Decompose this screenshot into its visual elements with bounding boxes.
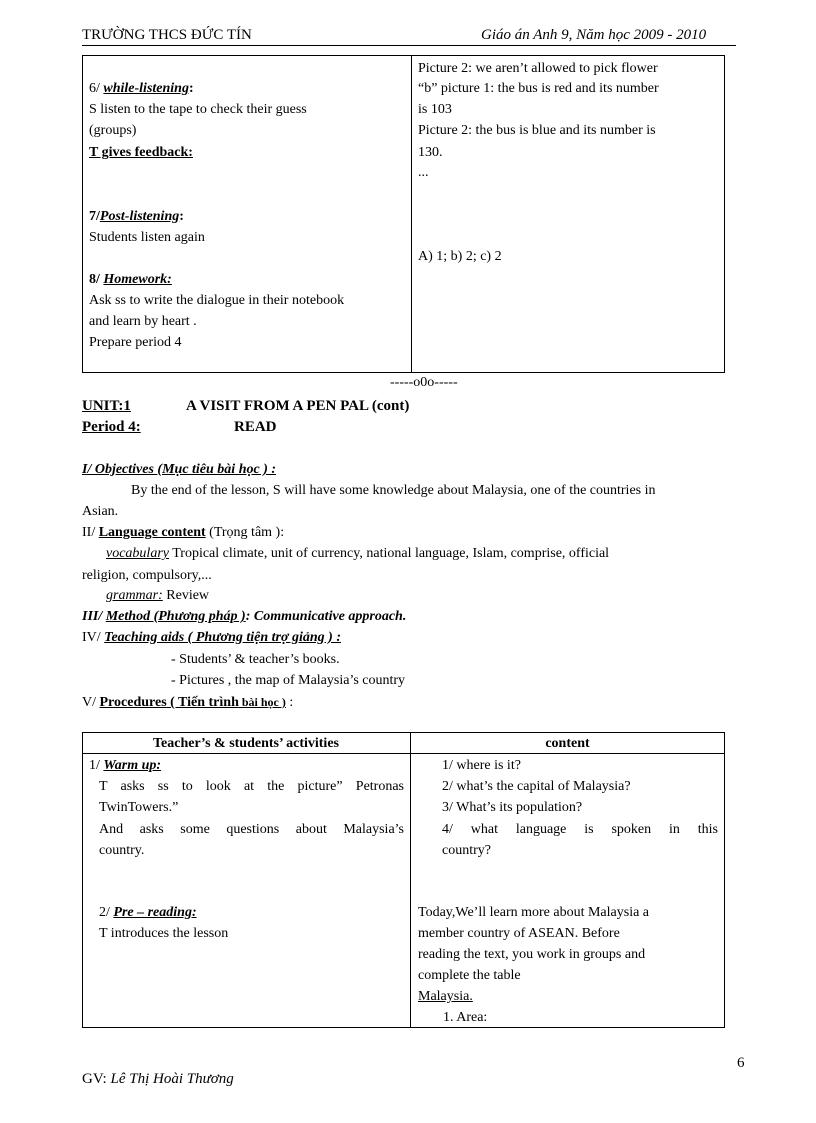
procedures-heading: V/ Procedures ( Tiến trình bài học ) : [82,695,294,710]
method-line: III/ Method (Phương pháp ): Communicative approach. [82,609,407,624]
column-header-content: content [545,736,590,751]
homework-line-2: and learn by heart . [89,314,197,329]
question-3: 3/ What’s its population? [442,800,583,815]
content-line-6: ... [418,165,429,180]
homework-line-1: Ask ss to write the dialogue in their notebook [89,293,345,308]
homework-heading: 8/ Homework: [89,272,172,287]
pre-reading-content-line-2: member country of ASEAN. Before [418,926,620,941]
header-lesson-plan: Giáo án Anh 9, Năm học 2009 - 2010 [481,27,707,43]
pre-reading-content-line-3: reading the text, you work in groups and [418,947,646,962]
post-listening-heading: 7/Post-listening: [89,209,184,224]
question-4-line-1: 4/ what language is spoken in this [442,822,718,837]
teaching-aid-2: - Pictures , the map of Malaysia’s country [171,673,406,688]
section-separator: -----o0o----- [390,375,458,390]
grammar-line: grammar: Review [106,588,210,603]
content-line-5: 130. [418,145,443,160]
teaching-aid-1: - Students’ & teacher’s books. [171,652,340,667]
content-line-4: Picture 2: the bus is blue and its number is [418,123,656,138]
period-label: Period 4: [82,419,141,435]
unit-label: UNIT:1 [82,398,131,414]
vocabulary-line-2: religion, compulsory,... [82,568,212,583]
vocabulary-line: vocabulary Tropical climate, unit of currency, national language, Islam, comprise, official [106,546,610,561]
content-line-2: “b” picture 1: the bus is red and its number [418,81,659,96]
area-item: 1. Area: [443,1010,488,1025]
question-4-line-2: country? [442,843,491,858]
warm-up-line-2: TwinTowers.” [99,800,179,815]
question-1: 1/ where is it? [442,758,521,773]
objectives-text-line-2: Asian. [82,504,119,519]
content-line-1: Picture 2: we aren’t allowed to pick flower [418,61,658,76]
malaysia-label: Malaysia. [418,989,473,1004]
while-listening-line-1: S listen to the tape to check their guess [89,102,307,117]
language-content-heading: II/ Language content (Trọng tâm ): [82,525,285,540]
header-school: TRƯỜNG THCS ĐỨC TÍN [82,27,252,43]
header-rule [82,45,736,46]
pre-reading-content-line-1: Today,We’ll learn more about Malaysia a [418,905,650,920]
warm-up-line-3: And asks some questions about Malaysia’s [99,822,404,837]
objectives-text-line-1: By the end of the lesson, S will have some knowledge about Malaysia, one of the countries in [131,483,656,498]
post-listening-line-1: Students listen again [89,230,205,245]
teaching-aids-heading: IV/ Teaching aids ( Phương tiện trợ giảng ) : [82,630,341,645]
warm-up-heading: 1/ Warm up: [89,758,162,773]
pre-reading-heading: 2/ Pre – reading: [99,905,197,920]
footer-teacher: GV: Lê Thị Hoài Thương [82,1071,234,1087]
feedback-heading: T gives feedback: [89,145,193,160]
answers-line: A) 1; b) 2; c) 2 [418,249,502,264]
column-header-activities: Teacher’s & students’ activities [153,736,339,751]
while-listening-line-2: (groups) [89,123,137,138]
page-number: 6 [737,1055,745,1071]
pre-reading-content-line-4: complete the table [418,968,521,983]
pre-reading-line-1: T introduces the lesson [99,926,229,941]
question-2: 2/ what’s the capital of Malaysia? [442,779,631,794]
homework-line-3: Prepare period 4 [89,335,182,350]
unit-title: A VISIT FROM A PEN PAL (cont) [186,398,410,414]
warm-up-line-4: country. [99,843,145,858]
period-title: READ [234,419,277,435]
warm-up-line-1: T asks ss to look at the picture” Petronas [99,779,404,794]
while-listening-heading: 6/ while-listening: [89,81,194,96]
content-line-3: is 103 [418,102,452,117]
objectives-heading: I/ Objectives (Mục tiêu bài học ) : [82,462,277,477]
